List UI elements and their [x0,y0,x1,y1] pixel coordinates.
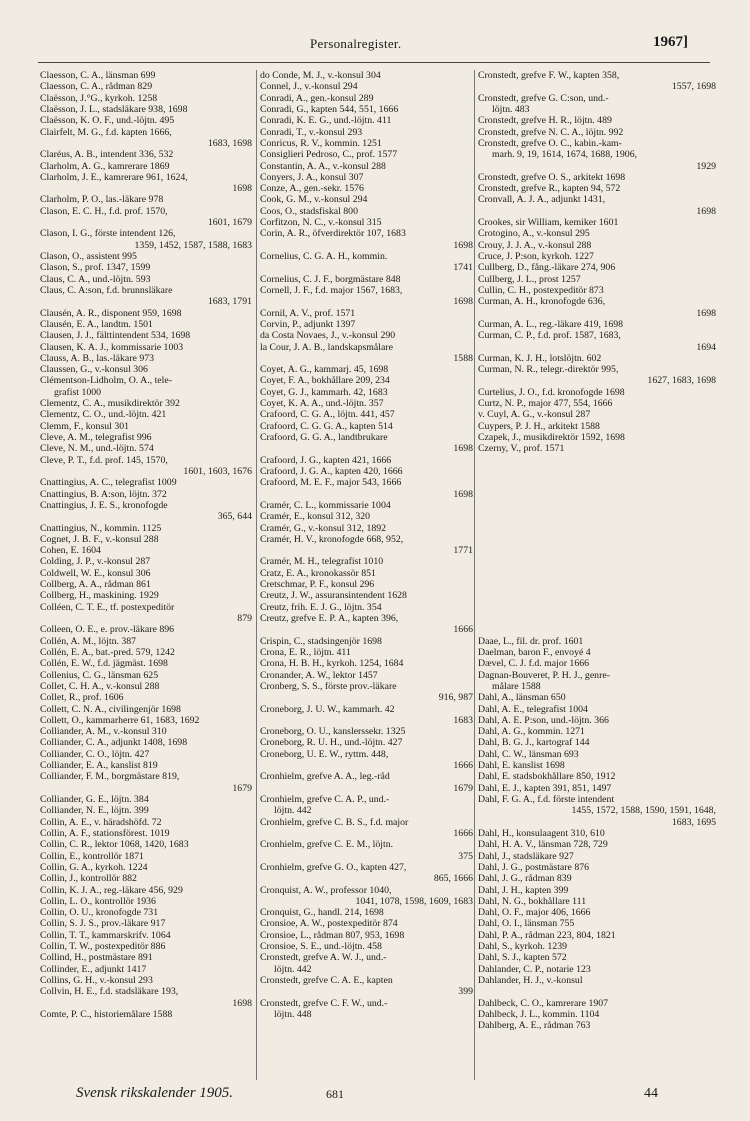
register-entry: Crona, H. B. H., kyrkoh. 1254, 1684 [260,658,404,670]
register-entry: Collin, E., kontrollör 1871 [40,850,144,862]
register-entry: Coldwell, W. E., konsul 306 [40,567,151,579]
register-entry: Collin, O. U., kronofogde 731 [40,907,159,919]
register-entry: Cronhielm, grefve A. A., leg.-råd [260,771,390,783]
register-entry: Cook, G. M., v.-konsul 294 [260,194,368,206]
register-entry [478,590,716,601]
register-entry: Claus, C. A:son, f.d. brunnsläkare [40,284,173,296]
register-entry: Curman, K. J. H., lotslöjtn. 602 [478,352,602,364]
register-entry: Cruce, J. P:son, kyrkoh. 1227 [478,251,594,262]
register-entry: 1666 [453,624,473,636]
register-entry: Creutz, grefve E. P. A., kapten 396, [260,613,399,624]
register-entry: Clementz, C. O., und.-löjtn. 421 [40,409,167,421]
register-entry: Collet, C. H. A., v.-konsul 288 [40,680,160,692]
register-entry: Collén, A. M., löjtn. 387 [40,635,137,647]
register-entry: Curman, A. H., kronofogde 636, [478,296,606,308]
register-entry: Claréus, A. B., intendent 336, 532 [40,149,174,161]
register-entry [478,523,716,534]
register-entry: Corin, A. R., öfverdirektör 107, 1683 [260,228,406,240]
register-entry: Cronquist, G., handl. 214, 1698 [260,907,384,919]
register-entry: 1741 [453,262,473,274]
register-entry: Clausen, K. A. J., kommissarie 1003 [40,341,184,353]
register-entry: 1601, 1679 [207,217,252,229]
register-entry: Dahl, E. stadsbokhållare 850, 1912 [478,771,616,783]
running-title: Personalregister. [310,36,402,51]
register-entry: Cronvall, A. J. A., adjunkt 1431, [478,194,606,206]
header-rule [38,62,710,63]
register-entry: Dahl, J. G., postmästare 876 [478,861,590,873]
register-entry: Dahl, A., länsman 650 [478,692,566,704]
register-entry: Collberg, H., maskining. 1929 [40,590,159,602]
register-entry: 1679 [453,782,473,794]
register-entry: löjtn. 442 [274,805,312,817]
register-entry: löjtn. 483 [492,103,530,115]
register-entry: Corvin, P., adjunkt 1397 [260,318,356,330]
register-entry: Cleve, N. M., und.-löjtn. 574 [40,443,154,455]
register-entry: Collin, L. O., kontrollör 1936 [40,895,156,907]
register-entry: Conricus, R. V., kommin. 1251 [260,137,382,149]
column-2 [256,70,473,1080]
register-entry: Dahl, P. A., rådman 223, 804, 1821 [478,929,616,941]
register-entry: Curman, N. R., telegr.-direktör 995, [478,364,619,376]
register-entry: 1698 [696,307,716,319]
register-entry: Colliander, C. O., löjtn. 427 [40,748,150,760]
register-entry: Cuypers, P. J. H., arkitekt 1588 [478,420,600,432]
register-entry: 1666 [453,827,473,839]
register-entry: Claesson, C. A., länsman 699 [40,70,156,81]
register-entry: Claussen, G., v.-konsul 306 [40,364,148,376]
register-entry: Dahl, F. G. A., f.d. förste intendent [478,794,615,805]
register-entry: Dagnan-Bouveret, P. H. J., genre- [478,669,610,681]
register-entry: Cronquist, A. W., professor 1040, [260,884,392,896]
register-entry: Crotogino, A., v.-konsul 295 [478,228,590,240]
register-entry: Collenius, C. G., länsman 625 [40,669,159,681]
register-entry: Curtz, N. P., major 477, 554, 1666 [478,398,613,410]
register-entry: Dahl, E. J., kapten 391, 851, 1497 [478,782,612,794]
register-entry: Conradi, T., v.-konsul 293 [260,126,363,138]
register-entry: Crookes, sir William, kemiker 1601 [478,217,619,229]
register-entry: Clason, E. C. H., f.d. prof. 1570, [40,205,168,217]
register-entry: Dahl, B. G. J., kartograf 144 [478,737,590,749]
register-entry: löjtn. 448 [274,1008,312,1020]
register-entry: Clausén, A. R., disponent 959, 1698 [40,307,182,319]
register-entry: Cramér, G., v.-konsul 312, 1892 [260,522,387,534]
register-entry: Cronstedt, grefve A. W. J., und.- [260,952,387,964]
register-entry: Cronhielm, grefve C. B. S., f.d. major [260,816,409,828]
register-entry: Colliander, F. M., borgmästare 819, [40,771,180,783]
register-entry: 879 [237,613,252,624]
register-entry: 1771 [453,545,473,557]
page-header [0,36,750,56]
register-entry: Cronstedt, grefve R., kapten 94, 572 [478,183,621,195]
register-entry [478,534,716,545]
register-entry: Colliander, N. E., löjtn. 399 [40,805,149,817]
register-entry: Croneborg, R. U. H., und.-löjtn. 427 [260,737,403,749]
register-entry: 1683 [453,714,473,726]
register-entry: 1694 [696,341,716,353]
register-entry: 1683, 1791 [207,296,252,308]
register-entry: Dahl, J. G., rådman 839 [478,873,572,885]
register-entry: Dahl, A. G., kommin. 1271 [478,726,585,738]
register-entry: Colliander, C. A., adjunkt 1408, 1698 [40,737,188,749]
register-entry: Corfitzon, N. C., v.-konsul 315 [260,217,382,229]
register-entry: Clémentson-Lidholm, O. A., tele- [40,375,172,387]
register-entry: Dævel, C. J. f.d. major 1666 [478,658,590,670]
register-entry [478,986,716,997]
register-entry: Cornelius, C. G. A. H., kommin. [260,251,388,262]
register-entry: Clausén, E. A., landtm. 1501 [40,318,153,330]
register-entry: Curman, C. P., f.d. prof. 1587, 1683, [478,330,621,342]
register-entry: Cleve, A. M., telegrafist 996 [40,432,152,443]
register-entry: 1698 [232,183,252,195]
register-entry: Crispin, C., stadsingenjör 1698 [260,635,382,647]
register-entry: Dahl, A. E. P:son, und.-löjtn. 366 [478,714,609,726]
register-entry [478,477,716,488]
register-entry: Clauss, A. B., las.-läkare 973 [40,352,155,364]
register-entry: Collet, R., prof. 1606 [40,692,124,704]
register-entry: Coyet, K. A. A., und.-löjtn. 357 [260,398,384,410]
register-entry: Colding, J. P., v.-konsul 287 [40,556,151,568]
register-entry: Clason, S., prof. 1347, 1599 [40,262,151,274]
register-entry: Collin, C. R., lektor 1068, 1420, 1683 [40,839,189,851]
register-entry: Daae, L., fil. dr. prof. 1601 [478,635,584,647]
register-entry: Crafoord, C. G. G. A., kapten 514 [260,420,393,432]
footer-publication: Svensk rikskalender 1905. [76,1085,234,1101]
register-entry: Crafoord, G. G. A., landtbrukare [260,432,388,443]
register-entry: Collin, T. W., postexpeditör 886 [40,941,166,953]
register-entry: Cronander, A. W., lektor 1457 [260,669,378,681]
register-entry: Dahl, A. E., telegrafist 1004 [478,703,588,715]
register-entry: Cnattingius, A. C., telegrafist 1009 [40,477,177,489]
register-entry: 916, 987 [438,692,473,704]
register-entry: Dahl, J. H., kapten 399 [478,884,569,896]
register-entry: Cullberg, D., fång.-läkare 274, 906 [478,262,616,274]
register-entry: Colliander, G. E., löjtn. 384 [40,794,149,805]
register-entry: Collin, J., kontrollör 882 [40,873,137,885]
register-entry: Cronstedt, grefve G. C:son, und.- [478,92,609,104]
register-entry: Clarholm, A. G., kamrerare 1869 [40,160,170,172]
register-entry: 1627, 1683, 1698 [647,375,716,387]
register-entry: Cognet, J. B. F., v.-konsul 288 [40,533,159,545]
register-entry: Cretschmar, P. F., konsul 296 [260,579,375,591]
register-entry [478,602,716,613]
register-entry: v. Cuyl, A. G., v.-konsul 287 [478,409,591,421]
register-entry: 399 [458,986,473,998]
register-entry: Dahl, C. W., länsman 693 [478,748,579,760]
register-entry [478,500,716,511]
register-entry: 1683, 1698 [207,137,252,149]
register-entry: Cramér, M. H., telegrafist 1010 [260,556,384,568]
register-entry: Dahl, S., kyrkoh. 1239 [478,941,567,953]
register-entry: Dahl, O. F., major 406, 1666 [478,907,591,919]
page-number-header: 1967] [653,34,688,50]
register-entry: Dahl, N. G., bokhållare 111 [478,895,587,907]
register-entry: Cnattingius, J. E. S., kronofogde [40,499,168,511]
register-entry: Connel, J., v.-konsul 294 [260,81,358,93]
register-entry: 1683, 1695 [671,816,716,828]
register-entry: Daelman, baron F., envoyé 4 [478,646,591,658]
register-entry: Czapek, J., musikdirektör 1592, 1698 [478,432,625,443]
register-entry: Collinder, E., adjunkt 1417 [40,963,147,975]
register-entry: Collins, G. H., v.-konsul 293 [40,975,153,986]
register-entry: Clarholm, J. E., kamrerare 961, 1624, [40,171,188,183]
register-entry: 1666 [453,760,473,772]
register-entry: Collin, K. J. A., reg.-läkare 456, 929 [40,884,183,896]
register-entry: Collberg, A. A., rådman 861 [40,579,151,591]
register-entry: Coyet, G. J., kammarh. 42, 1683 [260,386,388,398]
register-entry: Cronhielm, grefve C. E. M., löjtn. [260,839,394,851]
register-entry: Conyers, J. A., konsul 307 [260,171,364,183]
register-entry: Cronstedt, grefve H. R., löjtn. 489 [478,115,612,127]
register-entry: Cronhielm, grefve G. O., kapten 427, [260,861,407,873]
register-entry: Claesson, C. A., rådman 829 [40,81,153,93]
register-entry: Clairfelt, M. G., f.d. kapten 1666, [40,126,172,138]
register-entry: Cramér, C. L., kommissarie 1004 [260,499,391,511]
register-entry: Dahl, J., stadsläkare 927 [478,850,574,862]
register-entry: marh. 9, 19, 1614, 1674, 1688, 1906, [492,149,638,161]
register-entry: Cullberg, J. L., prost 1257 [478,273,581,285]
register-entry: Conze, A., gen.-sekr. 1576 [260,183,364,195]
column-3 [474,70,716,1080]
register-entry: Collin, G. A., kyrkoh. 1224 [40,861,148,873]
register-entry: 1359, 1452, 1587, 1588, 1683 [134,239,252,251]
register-entry: Colleen, O. E., e. prov.-läkare 896 [40,624,175,636]
register-entry: 1679 [232,782,252,794]
register-entry: Cramér, H. V., kronofogde 668, 952, [260,533,404,545]
register-entry: 365, 644 [217,511,252,523]
register-entry: Cohen, E. 1604 [40,545,101,557]
register-entry: Collin, T. T., kammarskrifv. 1064 [40,929,171,941]
register-entry: Crona, E. R., löjtn. 411 [260,646,351,658]
register-entry: Cronstedt, grefve C. F. W., und.- [260,997,388,1009]
register-entry: da Costa Novaes, J., v.-konsul 290 [260,330,396,342]
register-entry [478,624,716,635]
register-entry: Curman, A. L., reg.-läkare 419, 1698 [478,318,624,330]
register-entry: Colliander, E. A., kanslist 819 [40,760,158,772]
register-entry [478,579,716,590]
register-entry: Clarholm, P. O., las.-läkare 978 [40,194,164,206]
register-entry: Dahl, E. kanslist 1698 [478,760,565,772]
register-entry: 1929 [696,160,716,172]
register-entry: Crafoord, M. E. F., major 543, 1666 [260,477,402,489]
register-entry: Collén, E. W., f.d. jägmäst. 1698 [40,658,168,670]
register-entry [478,489,716,500]
register-entry: Dahlbeck, J. L., kommin. 1104 [478,1008,600,1020]
register-entry: Cronhielm, grefve C. A. P., und.- [260,794,390,805]
register-entry: Clemm, F., konsul 301 [40,420,130,432]
register-entry: Collind, H., postmästare 891 [40,952,153,964]
register-entry: Cornelius, C. J. F., borgmästare 848 [260,273,401,285]
register-entry: Claus, C. A., und.-löjtn. 593 [40,273,151,285]
register-entry: 1588 [453,352,473,364]
register-entry: la Cour, J. A. B., landskapsmålare [260,341,393,353]
register-entry: Cronstedt, grefve C. A. E., kapten [260,975,393,986]
register-entry [478,466,716,477]
register-entry: 1041, 1078, 1598, 1609, 1683 [355,895,473,907]
register-entry: 1698 [453,296,473,308]
register-entry: Cnattingius, N., kommin. 1125 [40,522,162,534]
register-entry: Dahlbeck, C. O., kamrerare 1907 [478,997,609,1009]
register-entry: Constantin, A. A., v.-konsul 288 [260,160,386,172]
register-entry: Conradi, G., kapten 544, 551, 1666 [260,103,399,115]
register-entry: Croneborg, J. U. W., kammarh. 42 [260,703,395,715]
register-entry: 375 [458,850,473,862]
register-entry: Collin, A. F., stationsförest. 1019 [40,827,170,839]
register-entry: Dahl, H. A. V., länsman 728, 729 [478,839,608,851]
register-entry [478,568,716,579]
register-entry: 1601, 1603, 1676 [183,465,252,477]
register-entry: Cramér, E., konsul 312, 320 [260,511,371,523]
register-entry: Cratz, E. A., kronokassör 851 [260,567,376,579]
register-entry: Dahl, O. I., länsman 755 [478,918,575,930]
register-entry: Dahl, H., konsulaagent 310, 610 [478,827,605,839]
register-entry: Cronstedt, grefve O. S., arkitekt 1698 [478,171,626,183]
register-entry: Cornell, J. F., f.d. major 1567, 1683, [260,284,403,296]
register-entry: Cronstedt, grefve N. C. A., löjtn. 992 [478,126,624,138]
register-entry: Collett, O., kammarherre 61, 1683, 1692 [40,714,200,726]
register-entry: Claësson, J.°G., kyrkoh. 1258 [40,92,158,104]
register-entry: målare 1588 [492,680,541,692]
register-entry: 1698 [453,443,473,455]
register-entry: Coos, O., stadsfiskal 800 [260,205,358,217]
register-entry: Cleve, P. T., f.d. prof. 145, 1570, [40,454,168,466]
register-entry: Cronsioe, S. E., und.-löjtn. 458 [260,941,382,953]
register-entry: Coyet, A. G., kammarj. 45, 1698 [260,364,389,376]
register-entry: Clausen, J. J., fälttintendent 534, 1698 [40,330,191,342]
register-entry: 1698 [453,239,473,251]
register-entry: grafist 1000 [54,386,102,398]
register-entry: Cullin, C. H., postexpeditör 873 [478,284,604,296]
register-entry: Clementz, C. A., musikdirektör 392 [40,398,180,410]
register-entry: Clason, I. G., förste intendent 126, [40,228,176,240]
register-entry: Croneborg, U. E. W., ryttm. 448, [260,748,389,760]
register-entry: Crafoord, J. G., kapten 421, 1666 [260,454,392,466]
register-entry: Conradi, A., gen.-konsul 289 [260,92,374,104]
register-entry: Conradi, K. E. G., und.-löjtn. 411 [260,115,392,127]
register-entry [478,511,716,522]
register-entry: Cornil, A. V., prof. 1571 [260,307,356,319]
register-entry: Croneborg, O. U., kanslerssekr. 1325 [260,726,406,738]
register-entry: Colléen, C. T. E., tf. postexpeditör [40,601,175,613]
register-entry: Collvin, H. E., f.d. stadsläkare 193, [40,986,179,998]
register-entry: Coyet, F. A., bokhållare 209, 234 [260,375,390,387]
register-entry: Claësson, K. O. F., und.-löjtn. 495 [40,115,175,127]
register-entry: Dahlander, H. J., v.-konsul [478,975,583,986]
register-entry: Clason, O., assistent 995 [40,251,137,262]
footer-signature: 44 [644,1086,658,1101]
register-entry: 1455, 1572, 1588, 1590, 1591, 1648, [571,805,716,817]
register-entry: 1698 [696,205,716,217]
register-entry: 865, 1666 [433,873,473,885]
register-entry: Czerny, V., prof. 1571 [478,443,565,455]
register-entry: Dahl, S. J., kapten 572 [478,952,567,964]
register-entry: Creutz, frih. E. J. G., löjtn. 354 [260,601,382,613]
register-entry: Collett, C. N. A., civilingenjör 1698 [40,703,181,715]
register-entry [478,613,716,624]
register-entry: löjtn. 442 [274,963,312,975]
register-entry: Collin, S. J. S., prov.-läkare 917 [40,918,166,930]
footer-page-number: 681 [326,1087,344,1101]
register-entry: Dahlander, C. P., notarie 123 [478,963,591,975]
column-1 [40,70,252,1080]
register-entry: Colliander, A. M., v.-konsul 310 [40,726,167,738]
register-entry [478,556,716,567]
register-entry: 1557, 1698 [671,81,716,93]
register-entry: Consiglieri Pedroso, C., prof. 1577 [260,149,398,161]
register-entry: Collin, A. E., v. häradshöfd. 72 [40,816,162,828]
register-entry [478,545,716,556]
register-entry [478,455,716,466]
register-entry: Cronsioe, L., rådman 807, 953, 1698 [260,929,405,941]
register-entry: Cronsioe, A. W., postexpeditör 874 [260,918,398,930]
page-footer [0,1085,750,1107]
register-entry: Cronstedt, grefve F. W., kapten 358, [478,70,620,81]
register-entry: Crafoord, C. G. A., löjtn. 441, 457 [260,409,395,421]
register-entry: Cronstedt, grefve O. C., kabin.-kam- [478,137,622,149]
register-entry: 1698 [453,488,473,500]
register-entry: Comte, P. C., historiemålare 1588 [40,1008,173,1020]
register-entry: Cnattingius, B. A:son, löjtn. 372 [40,488,167,500]
register-entry: Cronberg, S. S., förste prov.-läkare [260,680,397,692]
register-entry: do Conde, M. J., v.-konsul 304 [260,70,381,81]
register-entry: Curtelius, J. O., f.d. kronofogde 1698 [478,386,625,398]
register-entry: Dahlberg, A. E., rådman 763 [478,1020,591,1032]
register-entry: Crafoord, J. G. A., kapten 420, 1666 [260,465,403,477]
register-entry: 1698 [232,997,252,1009]
register-entry: Creutz, J. W., assuransintendent 1628 [260,590,407,602]
register-entry: Crouy, J. J. A., v.-konsul 288 [478,239,592,251]
register-entry: Collén, E. A., bat.-pred. 579, 1242 [40,646,175,658]
register-entry: Claësson, J. L., stadsläkare 938, 1698 [40,103,188,115]
